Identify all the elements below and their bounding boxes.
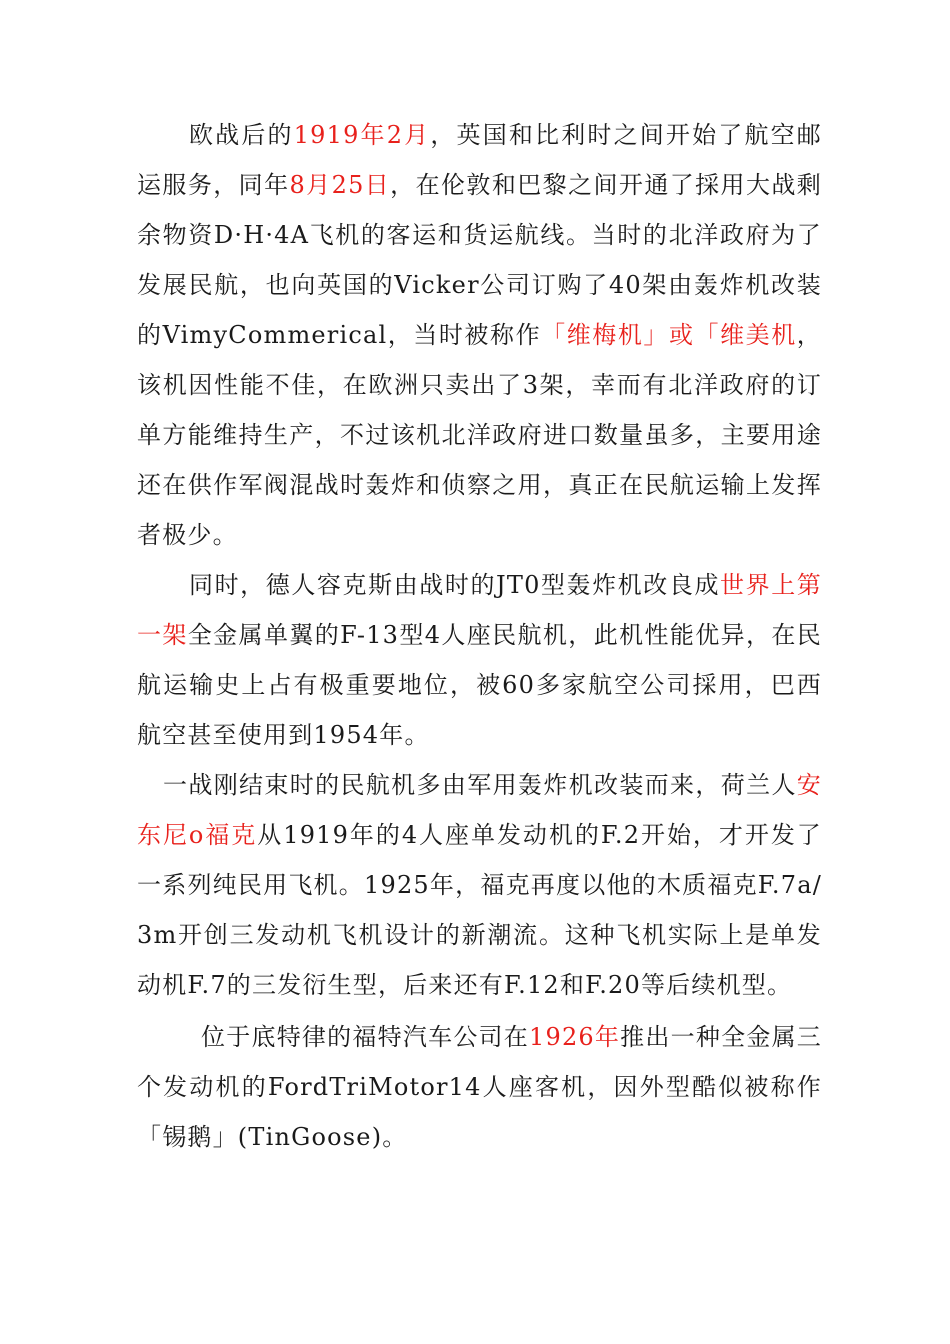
highlight-date-1919-feb: 1919年2月 [293, 121, 431, 149]
text-segment: ，英国和比利时之间开始了航空邮运服务，同年 [137, 121, 823, 199]
highlight-vimy-name: 「维梅机」或「维美机 [541, 321, 797, 349]
text-segment: 从1919年的4人座单发动机的F.2开始，才开发了一系列纯民用飞机。1925年，福克再度以他的木质福克F.7a/3m开创三发动机飞机设计的新潮流。这种飞机实际上是单发动机F.7的三发衍生型，后来还有F.12和F.20等后续机型。 [137, 821, 822, 999]
paragraph-1 [137, 110, 822, 560]
text-segment: ，在伦敦和巴黎之间开通了採用大战剩余物资D·H·4A飞机的客运和货运航线。当时的北洋政府为了发展民航，也向英国的Vicker公司订购了40架由轰炸机改装的VimyCommerical，当时被称作 [137, 171, 823, 349]
text-segment: ，该机因性能不佳，在欧洲只卖出了3架，幸而有北洋政府的订单方能维持生产，不过该机北洋政府进口数量虽多，主要用途还在供作军阀混战时轰炸和侦察之用，真正在民航运输上发挥者极少。 [137, 321, 822, 549]
text-segment: 推出一种全金属三个发动机的FordTriMotor14人座客机，因外型酷似被称作「锡鹅」(TinGoose)。 [137, 1023, 822, 1151]
text-segment: 欧战后的 [189, 121, 294, 149]
paragraph-3 [137, 760, 822, 1010]
document-body [137, 110, 822, 1162]
text-segment: 位于底特律的福特汽车公司在 [201, 1023, 530, 1051]
highlight-world-first: 世界上第一架 [137, 571, 822, 649]
highlight-date-aug-25: 8月25日 [289, 171, 391, 199]
paragraph-4 [137, 1012, 822, 1162]
highlight-anthony-fokker: 安东尼o福克 [137, 771, 822, 849]
text-segment: 同时，德人容克斯由战时的JT0型轰炸机改良成 [189, 571, 721, 599]
text-segment: 全金属单翼的F-13型4人座民航机，此机性能优异，在民航运输史上占有极重要地位，被60多家航空公司採用，巴西航空甚至使用到1954年。 [137, 621, 822, 749]
paragraph-2 [137, 560, 822, 760]
highlight-year-1926: 1926年 [529, 1023, 621, 1051]
text-segment: 一战刚结束时的民航机多由军用轰炸机改装而来，荷兰人 [163, 771, 797, 799]
